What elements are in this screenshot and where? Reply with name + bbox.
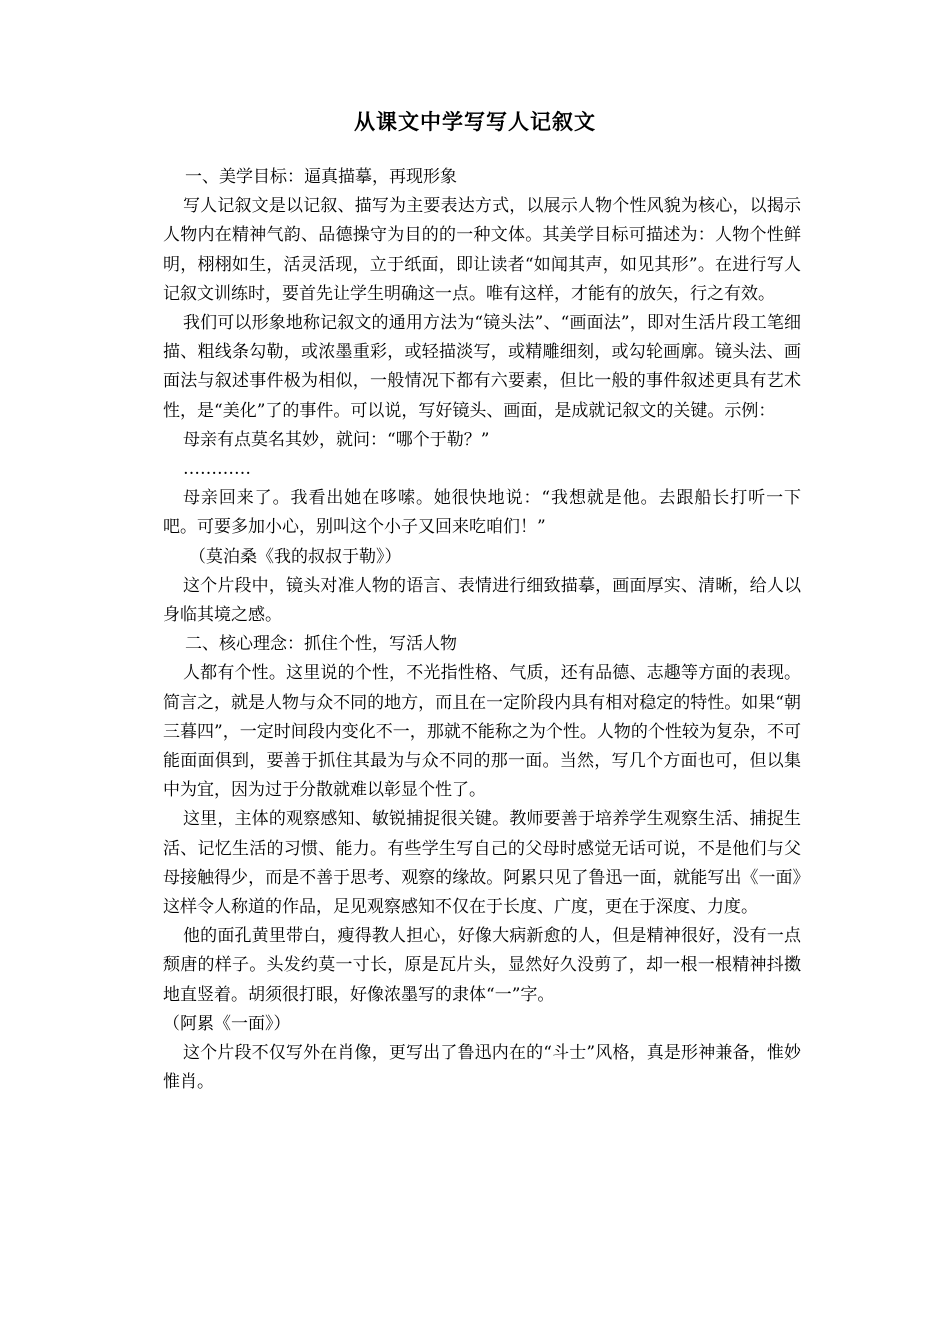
example-quote-line-1: 母亲有点莫名其妙，就问：“哪个于勒？” — [183, 429, 490, 450]
paragraph-personality: 人都有个性。这里说的个性，不光指性格、气质，还有品德、志趣等方面的表现。简言之，就是人物与众不同的地方，而且在一定阶段内具有相对稳定的特性。如果“朝三暮四”，一定时间段内变化不一，那就不能称之为个性。人物的个性较为复杂，不可能面面俱到，要善于抓住其最为与众不同的那一面。当然，写几个方面也可，但以集中为宜，因为过于分散就难以彰显个性了。 — [163, 663, 801, 801]
paragraph-aesthetic-goal: 写人记叙文是以记叙、描写为主要表达方式，以展示人物个性风貌为核心，以揭示人物内在精神气韵、品德操守为目的的一种文体。其美学目标可描述为：人物个性鲜明，栩栩如生，活灵活现，立于纸面，即让读者“如闻其声，如见其形”。在进行写人记叙文训练时，要首先让学生明确这一点。唯有这样，才能有的放矢，行之有效。 — [163, 196, 801, 304]
paragraph-observation: 这里，主体的观察感知、敏锐捕捉很关键。教师要善于培养学生观察生活、捕捉生活、记忆生活的习惯、能力。有些学生写自己的父母时感觉无话可说，不是他们与父母接触得少，而是不善于思考、观察的缘故。阿累只见了鲁迅一面，就能写出《一面》这样令人称道的作品，足见观察感知不仅在于长度、广度，更在于深度、力度。 — [163, 809, 801, 918]
example-source-citation: （莫泊桑《我的叔叔于勒》） — [189, 546, 402, 567]
document-body — [163, 163, 801, 1098]
paragraph-portrait-analysis: 这个片段不仅写外在肖像，更写出了鲁迅内在的“斗士”风格，真是形神兼备，惟妙惟肖。 — [163, 1043, 801, 1093]
paragraph-example-analysis: 这个片段中，镜头对准人物的语言、表情进行细致描摹，画面厚实、清晰，给人以身临其境之感。 — [163, 575, 801, 626]
document-title: 从课文中学写写人记叙文 — [354, 109, 596, 134]
paragraph-lens-method: 我们可以形象地称记叙文的通用方法为“镜头法”、“画面法”，即对生活片段工笔细描、粗线条勾勒，或浓墨重彩，或轻描淡写，或精雕细刻，或勾轮画廓。镜头法、画面法与叙述事件极为相似，一般情况下都有六要素，但比一般的事件叙述更具有艺术性，是“美化”了的事件。可以说，写好镜头、画面，是成就记叙文的关键。示例： — [163, 313, 801, 421]
example-quote-line-2: 母亲回来了。我看出她在哆嗦。她很快地说：“我想就是他。去跟船长打听一下吧。可要多加小心，别叫这个小子又回来吃咱们！” — [163, 488, 801, 538]
section-heading-1: 一、美学目标：逼真描摹，再现形象 — [185, 167, 457, 187]
example-portrait-quote: 他的面孔黄里带白，瘦得教人担心，好像大病新愈的人，但是精神很好，没有一点颓唐的样子。头发约莫一寸长，原是瓦片头，显然好久没剪了，却一根一根精神抖擞地直竖着。胡须很打眼，好像浓墨写的隶体“一”字。 — [163, 926, 801, 1005]
portrait-source-citation: （阿累《一面》） — [163, 1013, 291, 1034]
example-ellipsis: ………… — [183, 459, 251, 480]
section-heading-2: 二、核心理念：抓住个性，写活人物 — [185, 634, 457, 655]
